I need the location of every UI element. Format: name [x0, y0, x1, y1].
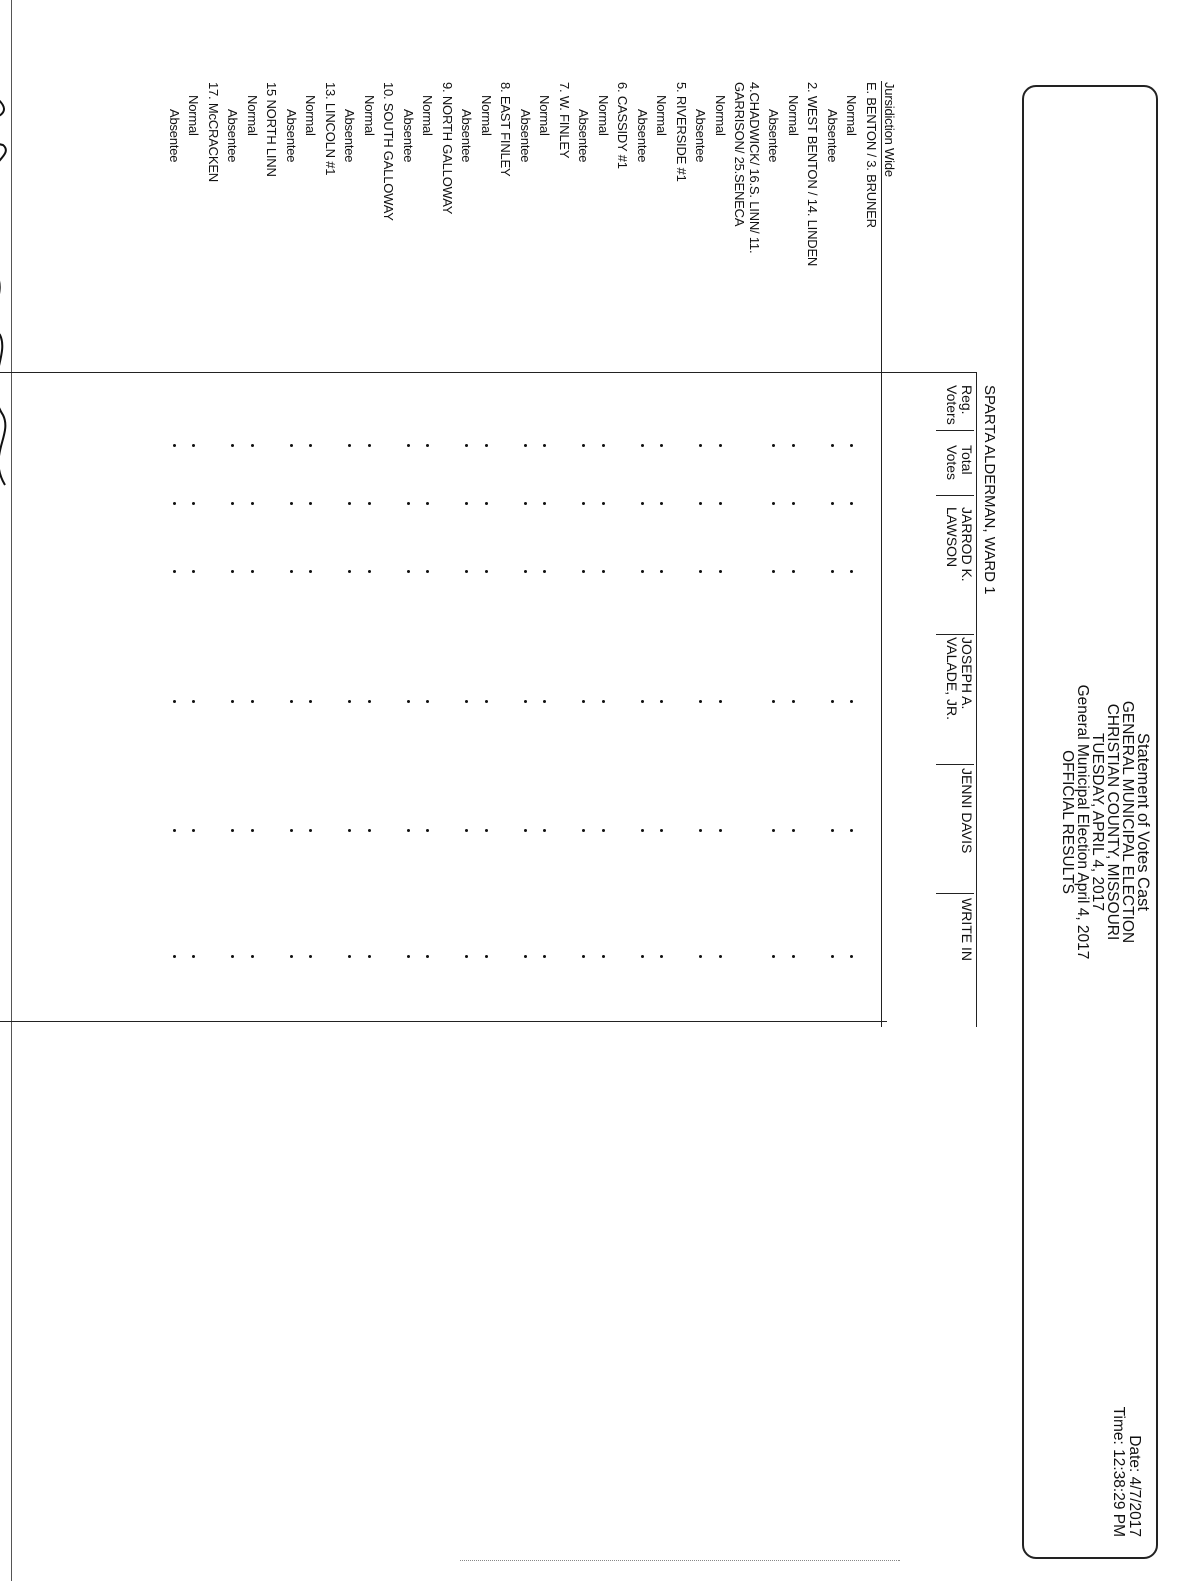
vote-type-label: Normal — [186, 95, 202, 136]
empty-value-dot — [602, 444, 605, 447]
vote-type-label: Normal — [844, 95, 860, 136]
table-row — [379, 82, 399, 1022]
precinct-label-line2: GARRISON/ 25.SENECA — [732, 82, 747, 227]
empty-value-dot — [641, 700, 644, 703]
vote-type-label: Absentee — [635, 109, 650, 163]
empty-value-dot — [831, 829, 834, 832]
empty-value-dot — [544, 444, 547, 447]
report-time: Time: 12:38:29 PM — [1110, 1406, 1127, 1537]
empty-value-dot — [466, 700, 469, 703]
empty-value-dot — [719, 570, 722, 573]
empty-value-dot — [310, 955, 313, 958]
vote-type-label: Absentee — [342, 109, 358, 163]
table-subrow — [633, 82, 653, 1022]
empty-value-dot — [290, 955, 293, 958]
table-row — [862, 82, 882, 1022]
table-row — [496, 82, 516, 1022]
empty-value-dot — [719, 829, 722, 832]
precinct-label: 6. CASSIDY #1 — [615, 82, 631, 169]
election-name: GENERAL MUNICIPAL ELECTION — [1119, 700, 1136, 944]
empty-value-dot — [310, 444, 313, 447]
empty-value-dot — [485, 955, 488, 958]
empty-value-dot — [407, 829, 410, 832]
empty-value-dot — [290, 444, 293, 447]
results-status: OFFICIAL RESULTS — [1059, 750, 1076, 894]
precinct-label: 7. W. FINLEY — [557, 82, 572, 159]
table-subrow — [842, 82, 862, 1022]
table-subrow — [516, 82, 536, 1022]
empty-value-dot — [792, 570, 795, 573]
contest-underline — [976, 372, 977, 1027]
table-subrow — [399, 82, 419, 1022]
signature-1 — [0, 85, 15, 505]
signature-scribble-1 — [0, 85, 15, 505]
empty-value-dot — [310, 829, 313, 832]
empty-value-dot — [583, 829, 586, 832]
column-header-candidate-davis: JENNI DAVIS — [959, 768, 975, 854]
vote-type-label: Normal — [596, 95, 611, 136]
empty-value-dot — [407, 444, 410, 447]
empty-value-dot — [602, 700, 605, 703]
empty-value-dot — [466, 444, 469, 447]
empty-value-dot — [602, 570, 605, 573]
empty-value-dot — [661, 444, 664, 447]
table-subrow — [477, 82, 497, 1022]
vote-type-label: Absentee — [284, 109, 299, 163]
table-subrow — [594, 82, 614, 1022]
table-row — [555, 82, 575, 1022]
empty-value-dot — [466, 829, 469, 832]
column-header-write-in: WRITE IN — [959, 898, 975, 961]
empty-value-dot — [251, 502, 254, 505]
empty-value-dot — [851, 502, 854, 505]
vote-type-label: Absentee — [825, 109, 840, 163]
column-separator — [936, 634, 974, 635]
empty-value-dot — [831, 502, 834, 505]
table-row — [204, 82, 224, 1022]
table-subrow — [823, 82, 843, 1022]
empty-value-dot — [641, 955, 644, 958]
empty-value-dot — [661, 700, 664, 703]
empty-value-dot — [851, 570, 854, 573]
scan-artifact-line — [460, 1560, 900, 1561]
empty-value-dot — [661, 955, 664, 958]
empty-value-dot — [719, 444, 722, 447]
precinct-label: E. BENTON / 3. BRUNER — [864, 82, 879, 228]
precinct-label: 9. NORTH GALLOWAY — [440, 82, 455, 215]
empty-value-dot — [251, 955, 254, 958]
empty-value-dot — [485, 700, 488, 703]
empty-value-dot — [232, 502, 235, 505]
column-header-rule — [881, 81, 882, 1027]
column-header-candidate-lawson: JARROD K. LAWSON — [944, 507, 975, 582]
empty-value-dot — [602, 829, 605, 832]
precinct-label: 8. EAST FINLEY — [498, 82, 514, 177]
empty-value-dot — [466, 502, 469, 505]
vote-type-label: Normal — [537, 95, 553, 136]
table-row — [730, 82, 764, 1022]
precinct-label: 15 NORTH LINN — [264, 82, 280, 177]
jurisdiction-header: Jursidiction Wide — [882, 82, 897, 177]
vote-type-label: Absentee — [459, 109, 475, 163]
empty-value-dot — [193, 955, 196, 958]
county-name: CHRISTIAN COUNTY, MISSOURI — [1104, 703, 1121, 941]
table-subrow — [711, 82, 731, 1022]
empty-value-dot — [310, 570, 313, 573]
vote-type-label: Normal — [245, 95, 260, 136]
empty-value-dot — [407, 955, 410, 958]
empty-value-dot — [290, 829, 293, 832]
empty-value-dot — [466, 570, 469, 573]
empty-value-dot — [641, 444, 644, 447]
table-subrow — [165, 82, 185, 1022]
column-separator — [936, 430, 974, 431]
empty-value-dot — [544, 829, 547, 832]
empty-value-dot — [232, 444, 235, 447]
empty-value-dot — [851, 955, 854, 958]
empty-value-dot — [349, 502, 352, 505]
empty-value-dot — [700, 444, 703, 447]
column-header-reg-voters: Reg. Voters — [944, 385, 975, 425]
table-subrow — [301, 82, 321, 1022]
column-separator — [936, 764, 974, 765]
empty-value-dot — [661, 502, 664, 505]
table-row — [262, 82, 282, 1022]
vote-type-label: Normal — [362, 95, 377, 136]
table-subrow — [282, 82, 302, 1022]
empty-value-dot — [719, 700, 722, 703]
empty-value-dot — [251, 700, 254, 703]
empty-value-dot — [173, 502, 176, 505]
empty-value-dot — [193, 829, 196, 832]
empty-value-dot — [368, 444, 371, 447]
table-row — [803, 82, 823, 1022]
empty-value-dot — [368, 955, 371, 958]
empty-value-dot — [773, 955, 776, 958]
column-header-total-votes: Total Votes — [944, 445, 975, 481]
precinct-label: 17. McCRACKEN — [206, 82, 221, 182]
empty-value-dot — [427, 829, 430, 832]
table-subrow — [360, 82, 380, 1022]
empty-value-dot — [641, 829, 644, 832]
empty-value-dot — [427, 570, 430, 573]
empty-value-dot — [524, 955, 527, 958]
empty-value-dot — [700, 570, 703, 573]
empty-value-dot — [290, 502, 293, 505]
empty-value-dot — [773, 444, 776, 447]
empty-value-dot — [641, 570, 644, 573]
empty-value-dot — [851, 444, 854, 447]
empty-value-dot — [792, 444, 795, 447]
empty-value-dot — [700, 700, 703, 703]
vote-type-label: Absentee — [518, 109, 533, 163]
column-separator — [936, 495, 974, 496]
empty-value-dot — [407, 502, 410, 505]
empty-value-dot — [485, 444, 488, 447]
vote-type-label: Absentee — [225, 109, 241, 163]
precinct-label: 5. RIVERSIDE #1 — [674, 82, 689, 182]
table-subrow — [764, 82, 784, 1022]
election-date: TUESDAY, APRIL 4, 2017 — [1089, 732, 1106, 912]
table-subrow — [535, 82, 555, 1022]
empty-value-dot — [193, 700, 196, 703]
empty-value-dot — [193, 444, 196, 447]
empty-value-dot — [232, 700, 235, 703]
empty-value-dot — [232, 570, 235, 573]
table-row — [438, 82, 458, 1022]
report-timestamp — [1110, 1407, 1142, 1537]
table-subrow — [223, 82, 243, 1022]
empty-value-dot — [792, 829, 795, 832]
table-subrow — [691, 82, 711, 1022]
empty-value-dot — [466, 955, 469, 958]
table-subrow — [184, 82, 204, 1022]
column-header-candidate-valade: JOSEPH A. VALADE, JR. — [944, 637, 975, 720]
empty-value-dot — [349, 829, 352, 832]
empty-value-dot — [831, 570, 834, 573]
empty-value-dot — [232, 829, 235, 832]
empty-value-dot — [544, 700, 547, 703]
empty-value-dot — [583, 444, 586, 447]
empty-value-dot — [602, 502, 605, 505]
empty-value-dot — [427, 444, 430, 447]
empty-value-dot — [773, 829, 776, 832]
report-title: Statement of Votes Cast — [1134, 733, 1152, 911]
empty-value-dot — [661, 570, 664, 573]
empty-value-dot — [368, 502, 371, 505]
table-subrow — [457, 82, 477, 1022]
vote-type-label: Normal — [479, 95, 494, 136]
contest-title: SPARTA ALDERMAN, WARD 1 — [981, 385, 998, 595]
empty-value-dot — [251, 570, 254, 573]
empty-value-dot — [831, 955, 834, 958]
precinct-label: 2. WEST BENTON / 14. LINDEN — [805, 82, 821, 267]
table-subrow — [784, 82, 804, 1022]
empty-value-dot — [831, 700, 834, 703]
empty-value-dot — [661, 829, 664, 832]
signature-block — [0, 85, 15, 685]
empty-value-dot — [251, 444, 254, 447]
vote-type-label: Normal — [713, 95, 728, 136]
empty-value-dot — [524, 829, 527, 832]
empty-value-dot — [524, 502, 527, 505]
vote-type-label: Normal — [786, 95, 801, 136]
empty-value-dot — [310, 502, 313, 505]
empty-value-dot — [290, 570, 293, 573]
empty-value-dot — [583, 955, 586, 958]
vote-type-label: Absentee — [766, 109, 782, 163]
empty-value-dot — [349, 955, 352, 958]
empty-value-dot — [583, 502, 586, 505]
empty-value-dot — [719, 502, 722, 505]
empty-value-dot — [310, 700, 313, 703]
report-header-box — [1022, 85, 1158, 1559]
table-row — [321, 82, 341, 1022]
empty-value-dot — [485, 502, 488, 505]
empty-value-dot — [641, 502, 644, 505]
empty-value-dot — [700, 955, 703, 958]
empty-value-dot — [544, 570, 547, 573]
precinct-label: 4.CHADWICK/ 16.S. LINN/ 11. GARRISON/ 25.SENECA — [732, 82, 762, 254]
empty-value-dot — [831, 444, 834, 447]
precinct-label: 13. LINCOLN #1 — [323, 82, 338, 176]
table-subrow — [652, 82, 672, 1022]
table-subrow — [418, 82, 438, 1022]
empty-value-dot — [427, 955, 430, 958]
empty-value-dot — [544, 502, 547, 505]
empty-value-dot — [193, 502, 196, 505]
vote-type-label: Normal — [420, 95, 436, 136]
precinct-label: 10. SOUTH GALLOWAY — [381, 82, 397, 221]
empty-value-dot — [173, 829, 176, 832]
vote-type-label: Absentee — [401, 109, 416, 163]
empty-value-dot — [544, 955, 547, 958]
empty-value-dot — [700, 502, 703, 505]
empty-value-dot — [173, 570, 176, 573]
empty-value-dot — [700, 829, 703, 832]
table-row — [672, 82, 692, 1022]
report-header-titles — [1060, 87, 1150, 1557]
empty-value-dot — [792, 700, 795, 703]
empty-value-dot — [524, 444, 527, 447]
empty-value-dot — [368, 700, 371, 703]
empty-value-dot — [485, 570, 488, 573]
empty-value-dot — [193, 570, 196, 573]
empty-value-dot — [232, 955, 235, 958]
empty-value-dot — [349, 570, 352, 573]
empty-value-dot — [427, 502, 430, 505]
results-table-body — [165, 82, 882, 1022]
empty-value-dot — [792, 955, 795, 958]
vote-type-label: Absentee — [167, 109, 182, 163]
empty-value-dot — [524, 570, 527, 573]
election-subtitle: General Municipal Election April 4, 2017 — [1074, 684, 1091, 960]
empty-value-dot — [368, 829, 371, 832]
table-subrow — [574, 82, 594, 1022]
empty-value-dot — [368, 570, 371, 573]
empty-value-dot — [407, 570, 410, 573]
empty-value-dot — [602, 955, 605, 958]
report-date: Date: 4/7/2017 — [1126, 1435, 1143, 1537]
table-subrow — [243, 82, 263, 1022]
empty-value-dot — [349, 700, 352, 703]
empty-value-dot — [583, 570, 586, 573]
vote-type-label: Absentee — [693, 109, 709, 163]
empty-value-dot — [173, 700, 176, 703]
empty-value-dot — [583, 700, 586, 703]
empty-value-dot — [407, 700, 410, 703]
empty-value-dot — [251, 829, 254, 832]
empty-value-dot — [524, 700, 527, 703]
empty-value-dot — [290, 700, 293, 703]
column-separator — [936, 893, 974, 894]
empty-value-dot — [173, 444, 176, 447]
empty-value-dot — [773, 700, 776, 703]
table-row — [613, 82, 633, 1022]
vote-type-label: Normal — [303, 95, 319, 136]
empty-value-dot — [792, 502, 795, 505]
empty-value-dot — [851, 700, 854, 703]
empty-value-dot — [773, 502, 776, 505]
vote-type-label: Normal — [654, 95, 670, 136]
empty-value-dot — [427, 700, 430, 703]
empty-value-dot — [773, 570, 776, 573]
vote-type-label: Absentee — [576, 109, 592, 163]
empty-value-dot — [349, 444, 352, 447]
empty-value-dot — [485, 829, 488, 832]
empty-value-dot — [173, 955, 176, 958]
table-subrow — [340, 82, 360, 1022]
empty-value-dot — [719, 955, 722, 958]
empty-value-dot — [851, 829, 854, 832]
